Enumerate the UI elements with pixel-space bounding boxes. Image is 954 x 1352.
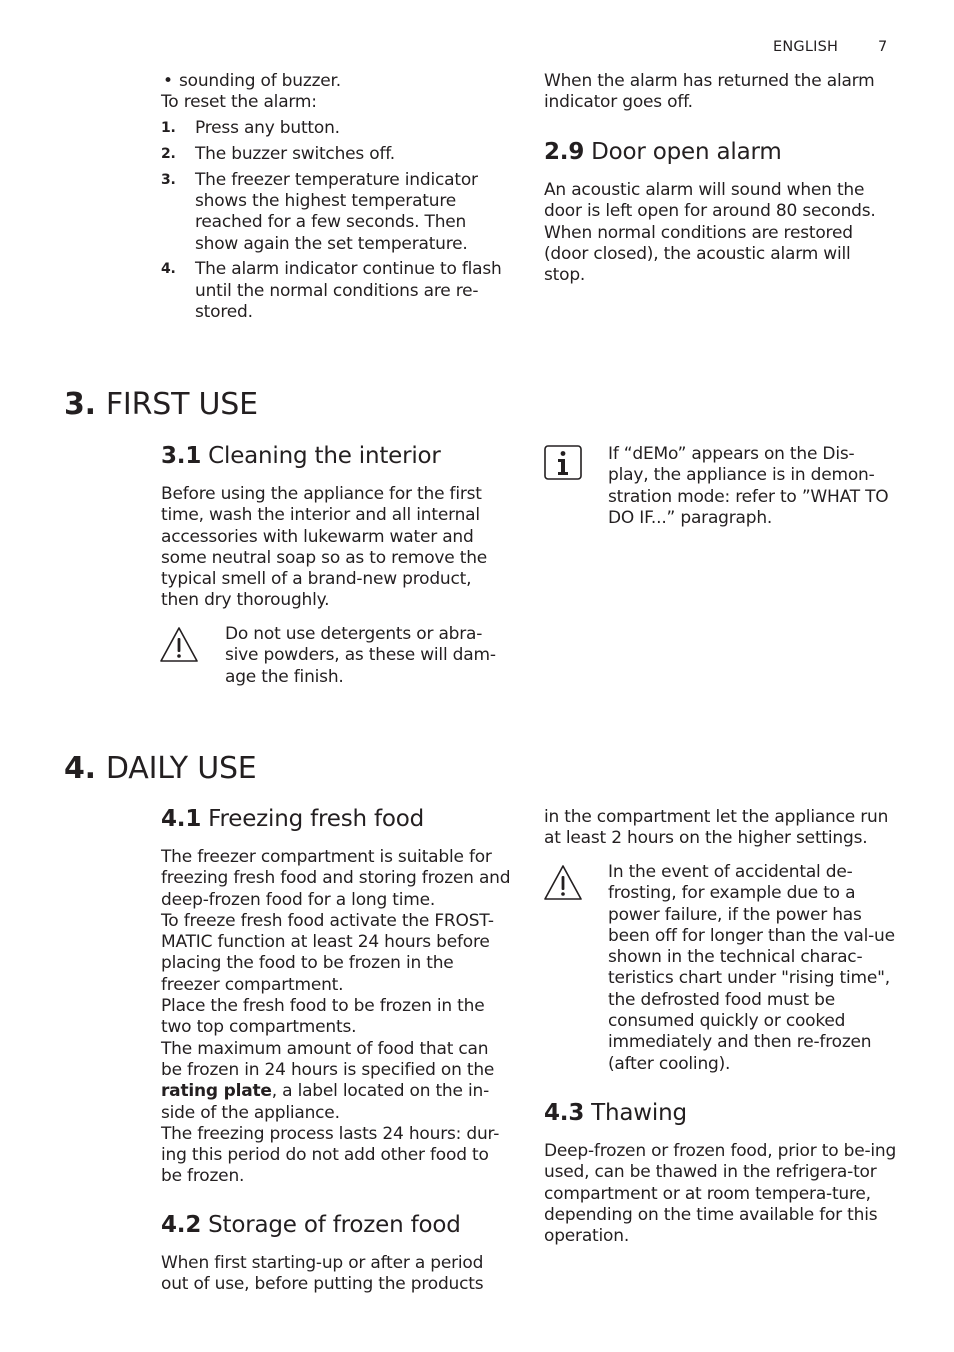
section-heading-cleaning [161,442,521,470]
section-number: 4.3 [544,1100,585,1126]
section-number: 3.1 [161,443,202,469]
step-text: Press any button. [195,118,340,139]
freezing-paragraph: Place the fresh food to be frozen in the two top compartments. [161,996,485,1038]
step-item [161,170,511,255]
section-title: Thawing [591,1100,687,1126]
storage-body-continued: in the compartment let the appliance run at least 2 hours on the higher settings. [544,807,889,849]
section-heading-thawing [544,1099,904,1127]
step-number: 1. [161,120,176,137]
section-heading-storage [161,1211,521,1239]
freezing-body [161,847,513,1188]
step-text: The alarm indicator continue to flash until the normal conditions are re-stored. [195,259,502,322]
bullet-text: sounding of buzzer. [179,71,341,91]
running-header-language: ENGLISH [773,39,839,55]
page-number: 7 [878,39,888,55]
chapter-title: DAILY USE [105,751,257,786]
chapter-title: FIRST USE [105,387,258,422]
section-title: Cleaning the interior [208,443,441,469]
step-number: 4. [161,261,176,278]
section-number: 2.9 [544,139,585,165]
section-title: Freezing fresh food [208,806,425,832]
section-number: 4.2 [161,1212,202,1238]
section-title: Storage of frozen food [208,1212,461,1238]
demo-info-text: If “dEMo” appears on the Dis-play, the appliance is in demon-stration mode: refer to ”WHAT TO DO IF...” paragraph. [608,444,889,528]
cleaning-warning-text: Do not use detergents or abra-sive powders, as these will dam-age the finish. [225,624,496,687]
info-icon [543,444,583,484]
step-item [161,118,511,139]
reset-intro: To reset the alarm: [161,92,317,113]
chapter-heading-first-use [64,388,664,422]
freezing-paragraph: The freezer compartment is suitable for freezing fresh food and storing frozen and deep-frozen food for a long time. [161,847,511,910]
step-text: The freezer temperature indicator shows the highest temperature reached for a few seconds. Then show again the set temperature. [195,169,478,254]
rating-plate-lead: The maximum amount of food that can be frozen in 24 hours is specified on the [161,1038,495,1080]
chapter-number: 3. [64,387,96,422]
rating-plate-term: rating plate [161,1081,272,1102]
step-text: The buzzer switches off. [195,143,396,164]
bullet-dot: • [163,71,173,91]
alarm-returned-text: When the alarm has returned the alarm indicator goes off. [544,71,875,113]
alarm-continuation [161,71,511,328]
rating-plate-tail: , a label located on the in-side of the appliance. [161,1081,490,1123]
step-number: 2. [161,145,176,162]
step-number: 3. [161,171,176,188]
storage-body: When first starting-up or after a period out of use, before putting the products [161,1253,484,1295]
door-alarm-body: An acoustic alarm will sound when the door is left open for around 80 seconds. When normal conditions are restored (door closed), the acoustic alarm will stop. [544,180,876,286]
step-item [161,259,511,323]
bullet-item [161,71,511,92]
defrost-warning-text: In the event of accidental de-frosting, for example due to a power failure, if the power has been off for longer than the val-ue shown in the technical charac-teristics chart under "rising time", the defrosted food must be consumed quickly or cooked immediately and then re-frozen (after cooling). [608,862,895,1074]
step-item [161,144,511,165]
section-title: Door open alarm [591,139,782,165]
cleaning-body: Before using the appliance for the first time, wash the interior and all internal accessories with lukewarm water and some neutral soap so as to remove the typical smell of a brand-new product, then dry thoroughly. [161,484,488,611]
chapter-number: 4. [64,751,96,786]
section-heading-freezing [161,805,521,833]
freezing-paragraph: To freeze fresh food activate the FROST-MATIC function at least 24 hours before placing the food to be frozen in the freezer compartment. [161,910,494,995]
thawing-body: Deep-frozen or frozen food, prior to be-ing used, can be thawed in the refrigera-tor compartment or at room tempera-ture, depending on the time available for this operation. [544,1141,897,1247]
chapter-heading-daily-use [64,752,664,786]
section-number: 4.1 [161,806,202,832]
warning-icon [543,863,583,903]
freezing-paragraph: The freezing process lasts 24 hours: dur-ing this period do not add other food to be frozen. [161,1123,500,1187]
freezing-paragraph [161,1039,513,1124]
section-heading-door-alarm [544,138,904,166]
warning-icon [159,625,199,665]
reset-steps [161,118,511,323]
